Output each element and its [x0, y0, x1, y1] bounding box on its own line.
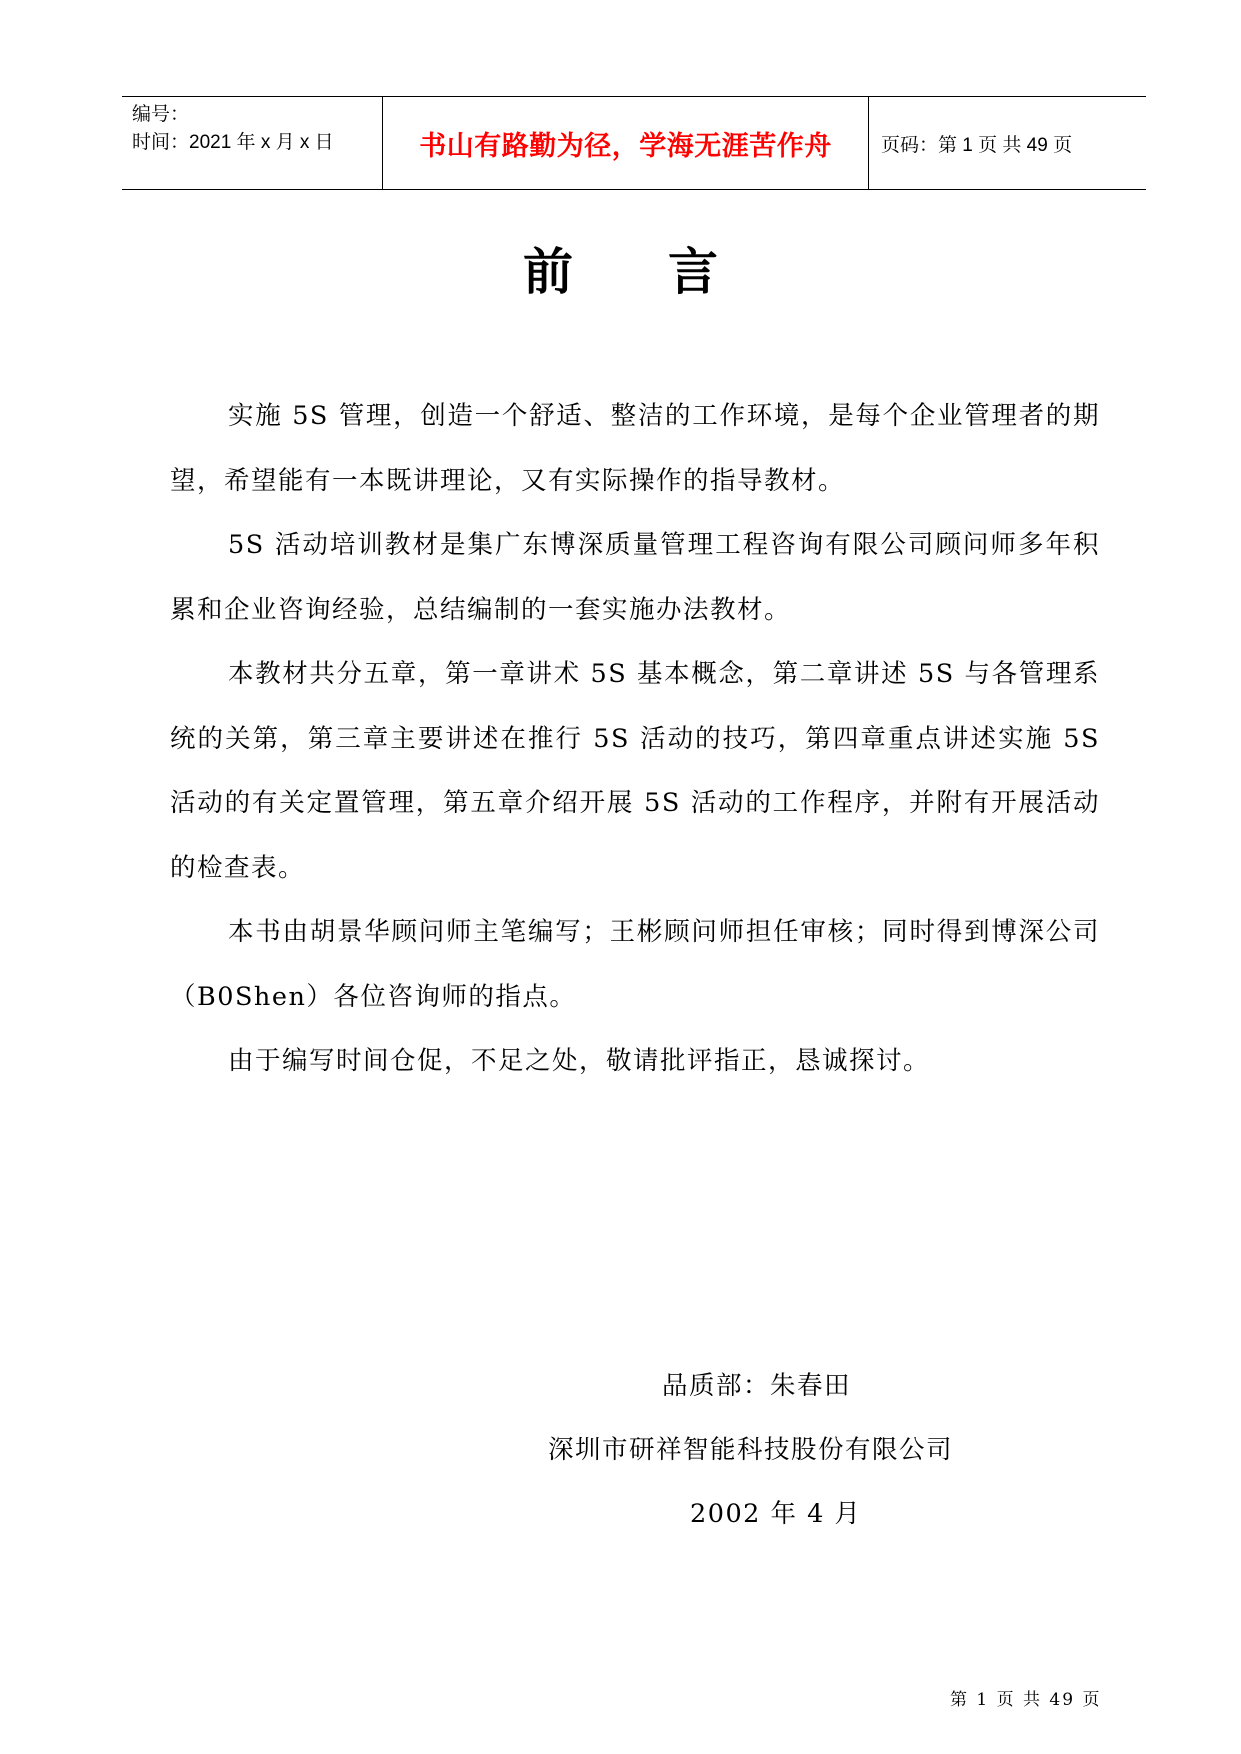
header-motto-cell: [383, 97, 869, 189]
paragraph: 5S 活动培训教材是集广东博深质量管理工程咨询有限公司顾问师多年积累和企业咨询经验，总结编制的一套实施办法教材。: [170, 530, 1100, 625]
header-page-cell: [869, 97, 1146, 189]
document-header: [122, 96, 1146, 190]
paragraph: 由于编写时间仓促，不足之处，敬请批评指正，恳诚探讨。: [228, 1046, 931, 1076]
signature-company: 深圳市研祥智能科技股份有限公司: [548, 1435, 954, 1465]
document-number-label: 编号：: [132, 104, 190, 125]
preface-body: [170, 384, 1100, 1094]
paragraph: 本书由胡景华顾问师主笔编写；王彬顾问师担任审核；同时得到博深公司（B0Shen）各位咨询师的指点。: [170, 917, 1100, 1012]
header-page-info: 页码：第 1 页 共 49 页: [881, 134, 1073, 156]
header-motto: 书山有路勤为径，学海无涯苦作舟: [419, 130, 832, 162]
signature-date: 2002 年 4 月: [690, 1499, 862, 1529]
document-time-label: 时间：2021 年 x 月 x 日: [132, 132, 334, 153]
signature-department: 品质部：朱春田: [662, 1371, 852, 1401]
paragraph: 本教材共分五章，第一章讲术 5S 基本概念，第二章讲述 5S 与各管理系统的关第，第三章主要讲述在推行 5S 活动的技巧，第四章重点讲述实施 5S 活动的有关定置管理，第五章介绍开展 5S 活动的工作程序，并附有开展活动的检查表。: [170, 659, 1100, 883]
paragraph: 实施 5S 管理，创造一个舒适、整洁的工作环境，是每个企业管理者的期望，希望能有一本既讲理论，又有实际操作的指导教材。: [170, 401, 1100, 496]
header-meta-cell: [122, 97, 383, 189]
page-footer: 第 1 页 共 49 页: [950, 1690, 1102, 1710]
page-title: 前言: [523, 243, 813, 301]
